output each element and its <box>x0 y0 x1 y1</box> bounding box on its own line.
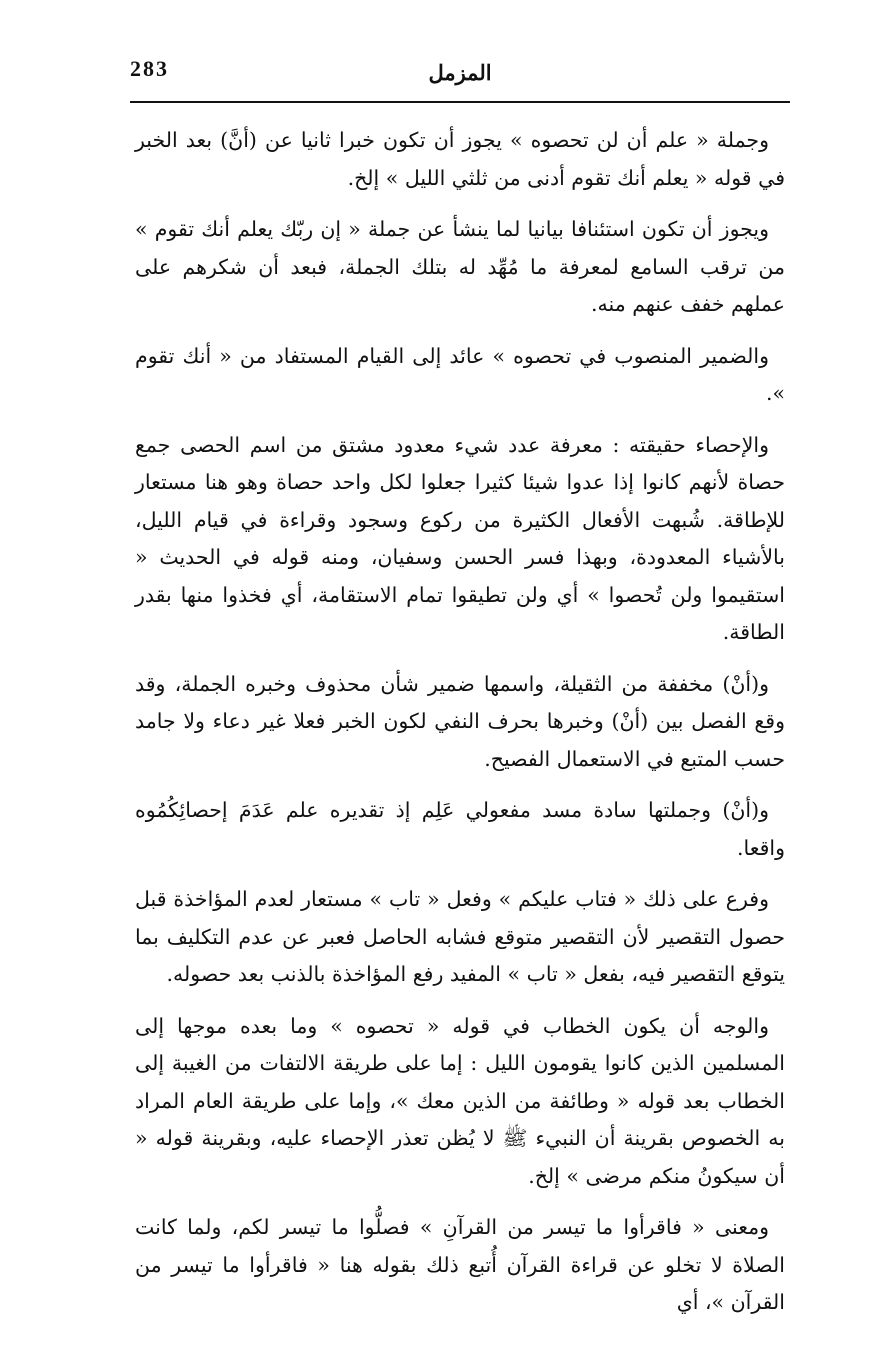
page-number: 283 <box>130 56 169 81</box>
paragraph: ومعنى « فاقرأوا ما تيسر من القرآنِ » فصلُّوا ما تيسر لكم، ولما كانت الصلاة لا تخلو عن قراءة القرآن أُتبع ذلك بقوله هنا « فاقرأوا ما تيسر من القرآن »، أي <box>135 1215 785 1314</box>
paragraph: والضمير المنصوب في تحصوه » عائد إلى القيام المستفاد من « أنك تقوم ». <box>135 343 785 405</box>
paragraph: والوجه أن يكون الخطاب في قوله « تحصوه » وما بعده موجها إلى المسلمين الذين كانوا يقومون الليل : إما على طريقة الالتفات من الغيبة إلى الخطاب بعد قوله « وطائفة من الذين معك »، وإما على طريقة العام المراد به الخصوص بقرينة أن النبيء ﷺ لا يُظن تعذر الإحصاء عليه، وبقرينة قوله « أن سيكونُ منكم مرضى » إلخ. <box>135 1013 785 1188</box>
paragraph: و(أنْ) مخففة من الثقيلة، واسمها ضمير شأن محذوف وخبره الجملة، وقد وقع الفصل بين (أنْ) وخبرها بحرف النفي لكون الخبر فعلا غير دعاء ولا جامد حسب المتبع في الاستعمال الفصيح. <box>135 671 785 771</box>
paragraph: والإحصاء حقيقته : معرفة عدد شيء معدود مشتق من اسم الحصى جمع حصاة لأنهم كانوا إذا عدوا شيئا كثيرا جعلوا لكل واحد حصاة وهو هنا مستعار للإطاقة. شُبهت الأفعال الكثيرة من ركوع وسجود وقراءة في قيام الليل، بالأشياء المعدودة، وبهذا فسر الحسن وسفيان، ومنه قوله في الحديث « استقيموا ولن تُحصوا » أي ولن تطيقوا تمام الاستقامة، أي فخذوا منها بقدر الطاقة. <box>135 432 785 644</box>
page-header <box>130 52 790 100</box>
paragraph: وجملة « علم أن لن تحصوه » يجوز أن تكون خبرا ثانيا عن (أنَّ) بعد الخبر في قوله « يعلم أنك تقوم أدنى من ثلثي الليل » إلخ. <box>135 128 785 190</box>
paragraph: و(أنْ) وجملتها سادة مسد مفعولي عَلِم إذ تقديره علم عَدَمَ إحصائِكُمُوه واقعا. <box>135 798 785 860</box>
body-text <box>135 122 785 1336</box>
paragraph: وفرع على ذلك « فتاب عليكم » وفعل « تاب » مستعار لعدم المؤاخذة قبل حصول التقصير لأن التقصير متوقع فشابه الحاصل فعبر عن عدم التكليف بما يتوقع التقصير فيه، بفعل « تاب » المفيد رفع المؤاخذة بالذنب بعد حصوله. <box>135 887 785 986</box>
header-rule <box>130 101 790 103</box>
paragraph: ويجوز أن تكون استئنافا بيانيا لما ينشأ عن جملة « إن ربّك يعلم أنك تقوم » من ترقب السامع لمعرفة ما مُهِّد له بتلك الجملة، فبعد أن شكرهم على عملهم خفف عنهم منه. <box>135 217 785 316</box>
running-title: المزمل <box>428 60 492 85</box>
